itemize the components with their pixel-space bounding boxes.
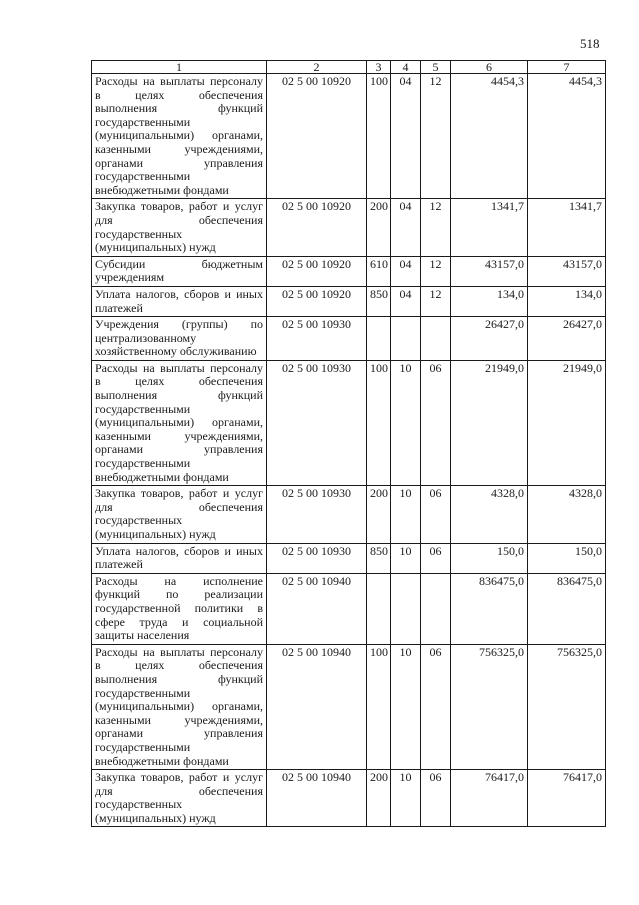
row-section-cell: 10 — [391, 644, 421, 769]
table-row — [92, 317, 606, 361]
row-section-cell: 10 — [391, 360, 421, 485]
row-section-cell: 04 — [391, 199, 421, 256]
row-name-cell: Расходы на исполнение функций по реализации государственной политики в сфере труда и социальной защиты населения — [92, 573, 267, 644]
row-section-cell: 04 — [391, 286, 421, 316]
row-name-cell: Субсидии бюджетным учреждениям — [92, 256, 267, 286]
row-amount-cell: 836475,0 — [451, 573, 528, 644]
row-code-cell: 02 5 00 10940 — [267, 573, 367, 644]
header-cell: 2 — [267, 61, 367, 74]
row-section-cell: 10 — [391, 543, 421, 573]
row-amount-cell: 4328,0 — [528, 486, 606, 543]
row-amount-cell: 150,0 — [528, 543, 606, 573]
row-amount-cell: 21949,0 — [451, 360, 528, 485]
row-amount-cell: 1341,7 — [528, 199, 606, 256]
row-expense-type-cell: 200 — [367, 486, 391, 543]
row-subsection-cell: 06 — [421, 644, 451, 769]
table-row — [92, 644, 606, 769]
row-section-cell: 10 — [391, 486, 421, 543]
row-section-cell — [391, 317, 421, 361]
row-amount-cell: 150,0 — [451, 543, 528, 573]
row-expense-type-cell: 200 — [367, 770, 391, 827]
row-amount-cell: 836475,0 — [528, 573, 606, 644]
row-expense-type-cell: 100 — [367, 644, 391, 769]
row-amount-cell: 43157,0 — [451, 256, 528, 286]
row-amount-cell: 76417,0 — [451, 770, 528, 827]
row-amount-cell: 756325,0 — [528, 644, 606, 769]
row-subsection-cell: 06 — [421, 360, 451, 485]
row-code-cell: 02 5 00 10930 — [267, 543, 367, 573]
row-amount-cell: 134,0 — [528, 286, 606, 316]
row-amount-cell: 4454,3 — [528, 74, 606, 199]
row-amount-cell: 4454,3 — [451, 74, 528, 199]
header-cell: 5 — [421, 61, 451, 74]
row-section-cell: 04 — [391, 74, 421, 199]
row-code-cell: 02 5 00 10920 — [267, 74, 367, 199]
row-expense-type-cell: 200 — [367, 199, 391, 256]
row-code-cell: 02 5 00 10920 — [267, 256, 367, 286]
row-amount-cell: 76417,0 — [528, 770, 606, 827]
row-code-cell: 02 5 00 10920 — [267, 199, 367, 256]
row-code-cell: 02 5 00 10940 — [267, 770, 367, 827]
row-amount-cell: 134,0 — [451, 286, 528, 316]
row-amount-cell: 26427,0 — [451, 317, 528, 361]
header-cell: 3 — [367, 61, 391, 74]
table-row — [92, 74, 606, 199]
table-row — [92, 199, 606, 256]
row-subsection-cell — [421, 573, 451, 644]
row-name-cell: Закупка товаров, работ и услуг для обеспечения государственных (муниципальных) нужд — [92, 486, 267, 543]
row-name-cell: Уплата налогов, сборов и иных платежей — [92, 543, 267, 573]
row-amount-cell: 756325,0 — [451, 644, 528, 769]
row-section-cell — [391, 573, 421, 644]
budget-table — [91, 60, 606, 827]
header-cell: 7 — [528, 61, 606, 74]
row-expense-type-cell: 850 — [367, 286, 391, 316]
row-subsection-cell: 06 — [421, 543, 451, 573]
table-row — [92, 573, 606, 644]
row-amount-cell: 21949,0 — [528, 360, 606, 485]
row-amount-cell: 1341,7 — [451, 199, 528, 256]
row-name-cell: Уплата налогов, сборов и иных платежей — [92, 286, 267, 316]
row-name-cell: Закупка товаров, работ и услуг для обеспечения государственных (муниципальных) нужд — [92, 199, 267, 256]
row-subsection-cell — [421, 317, 451, 361]
row-expense-type-cell: 610 — [367, 256, 391, 286]
table-row — [92, 360, 606, 485]
row-name-cell: Учреждения (группы) по централизованному хозяйственному обслуживанию — [92, 317, 267, 361]
table-row — [92, 770, 606, 827]
row-expense-type-cell: 100 — [367, 74, 391, 199]
row-expense-type-cell: 100 — [367, 360, 391, 485]
header-cell: 6 — [451, 61, 528, 74]
row-expense-type-cell: 850 — [367, 543, 391, 573]
row-code-cell: 02 5 00 10940 — [267, 644, 367, 769]
header-cell: 4 — [391, 61, 421, 74]
table-row — [92, 543, 606, 573]
row-code-cell: 02 5 00 10930 — [267, 317, 367, 361]
row-subsection-cell: 06 — [421, 486, 451, 543]
row-code-cell: 02 5 00 10930 — [267, 486, 367, 543]
row-name-cell: Закупка товаров, работ и услуг для обеспечения государственных (муниципальных) нужд — [92, 770, 267, 827]
row-subsection-cell: 12 — [421, 74, 451, 199]
row-amount-cell: 4328,0 — [451, 486, 528, 543]
row-name-cell: Расходы на выплаты персоналу в целях обеспечения выполнения функций государственными (муниципальными) органами, казенными учреждениями, органами управления государственными внебюджетными фондами — [92, 644, 267, 769]
header-row — [92, 61, 606, 74]
row-section-cell: 04 — [391, 256, 421, 286]
table-row — [92, 486, 606, 543]
row-amount-cell: 43157,0 — [528, 256, 606, 286]
row-code-cell: 02 5 00 10920 — [267, 286, 367, 316]
row-code-cell: 02 5 00 10930 — [267, 360, 367, 485]
row-subsection-cell: 12 — [421, 256, 451, 286]
row-subsection-cell: 12 — [421, 286, 451, 316]
row-amount-cell: 26427,0 — [528, 317, 606, 361]
table-row — [92, 286, 606, 316]
row-name-cell: Расходы на выплаты персоналу в целях обеспечения выполнения функций государственными (муниципальными) органами, казенными учреждениями, органами управления государственными внебюджетными фондами — [92, 74, 267, 199]
row-subsection-cell: 12 — [421, 199, 451, 256]
table-row — [92, 256, 606, 286]
row-expense-type-cell — [367, 573, 391, 644]
row-section-cell: 10 — [391, 770, 421, 827]
row-expense-type-cell — [367, 317, 391, 361]
page-number: 518 — [580, 36, 600, 51]
header-cell: 1 — [92, 61, 267, 74]
row-subsection-cell: 06 — [421, 770, 451, 827]
row-name-cell: Расходы на выплаты персоналу в целях обеспечения выполнения функций государственными (муниципальными) органами, казенными учреждениями, органами управления государственными внебюджетными фондами — [92, 360, 267, 485]
